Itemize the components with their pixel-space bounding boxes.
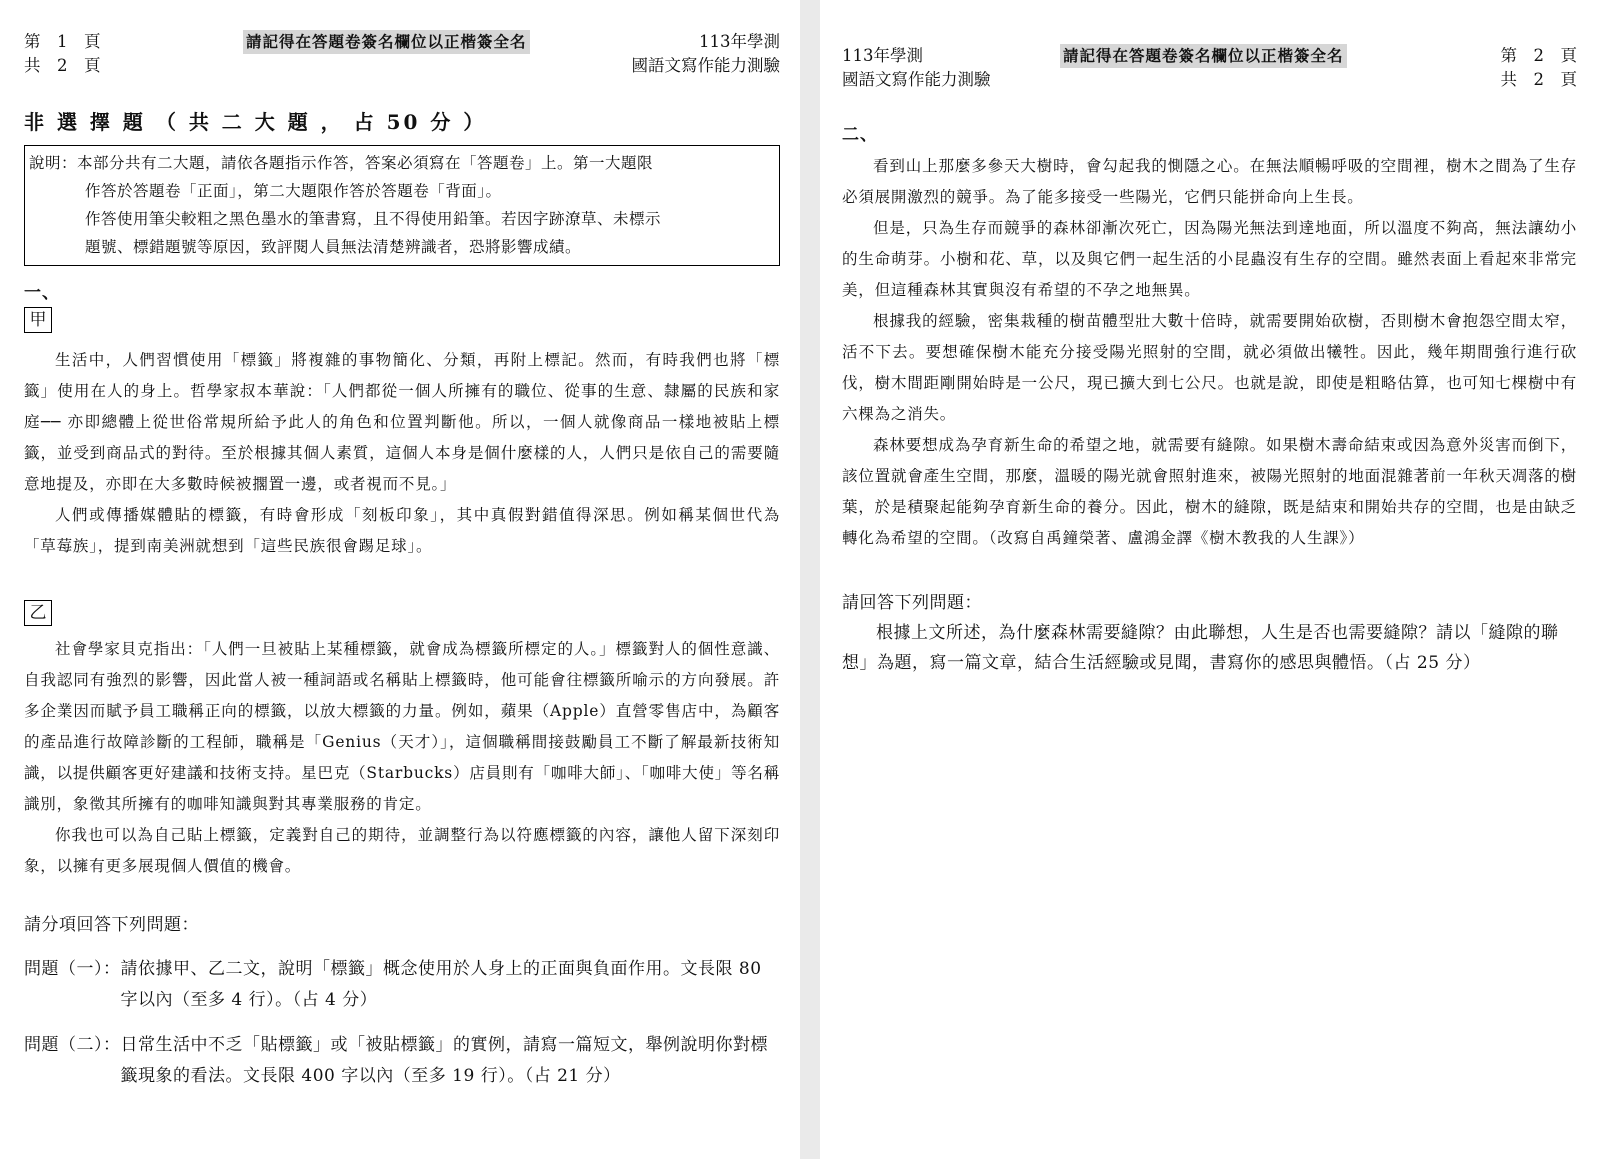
exam-page-2 (820, 0, 1601, 1159)
passage-a-paragraph-1: 生活中，人們習慣使用「標籤」將複雜的事物簡化、分類，再附上標記。然而，有時我們也將「標籤」使用在人的身上。哲學家叔本華說：「人們都從一個人所擁有的職位、從事的生意、隸屬的民族和家庭── 亦即總體上從世俗常規所給予此人的角色和位置判斷他。所以，一個人就像商品一樣地被貼上標籤，並受到商品式的對待。至於根據其個人素質，這個人本身是個什麼樣的人，人們只是依自己的需要隨意地提及，亦即在大多數時候被擱置一邊，或者視而不見。」 (24, 351, 780, 493)
passage-b-paragraph-1: 社會學家貝克指出：「人們一旦被貼上某種標籤，就會成為標籤所標定的人。」標籤對人的個性意識、自我認同有強烈的影響，因此當人被一種詞語或名稱貼上標籤時，他可能會往標籤所喻示的方向發展。許多企業因而賦予員工職稱正向的標籤，以放大標籤的力量。例如，蘋果（Apple）直營零售店中，為顧客的產品進行故障診斷的工程師，職稱是「Genius（天才）」，這個職稱間接鼓勵員工不斷了解最新技術知識，以提供顧客更好建議和技術支持。星巴克（Starbucks）店員則有「咖啡大師」、「咖啡大使」等名稱識別，象徵其所擁有的咖啡知識與對其專業服務的肯定。 (24, 640, 780, 813)
passage-paragraph-2: 但是，只為生存而競爭的森林卻漸次死亡，因為陽光無法到達地面，所以溫度不夠高，無法讓幼小的生命萌芽。小樹和花、草，以及與它們一起生活的小昆蟲沒有生存的空間。雖然表面上看起來非常完美，但這種森林其實與沒有希望的不孕之地無異。 (842, 219, 1577, 299)
page-header (842, 44, 1577, 106)
passage-paragraph-1: 看到山上那麼多參天大樹時，會勾起我的惻隱之心。在無法順暢呼吸的空間裡，樹木之間為了生存必須展開激烈的競爭。為了能多接受一些陽光，它們只能拼命向上生長。 (842, 157, 1577, 206)
passage-paragraph-4: 森林要想成為孕育新生命的希望之地，就需要有縫隙。如果樹木壽命結束或因為意外災害而倒下，該位置就會產生空間，那麼，溫暖的陽光就會照射進來，被陽光照射的地面混雜著前一年秋天凋落的樹葉，於是積聚起能夠孕育新生命的養分。因此，樹木的縫隙，既是結束和開始共存的空間，也是由缺乏轉化為希望的空間。（改寫自禹鐘榮著、盧鴻金譯《樹木教我的人生課》） (842, 436, 1577, 547)
question-1-label: 問題（一）： (24, 959, 121, 979)
question-number: 一、 (24, 283, 60, 303)
question-2-label: 問題（二）： (24, 1035, 121, 1055)
questions-prompt: 請回答下列問題： (842, 593, 982, 613)
question-1 (24, 954, 780, 1016)
instructions-box: 說明：本部分共有二大題，請依各題指示作答，答案必須寫在「答題卷」上。第一大題限 作答於答題卷「正面」，第二大題限作答於答題卷「背面」。 作答使用筆尖較粗之黑色墨水的筆書寫，且不得使用鉛筆。若因字跡潦草、未標示 題號、標錯題號等原因，致評閱人員無法清楚辨識者，恐將影響成績。 (24, 145, 780, 266)
passage-b-mark: 乙 (24, 600, 52, 626)
exam-title: 113年學測 國語文寫作能力測驗 (631, 32, 780, 75)
passage-a-paragraph-2: 人們或傳播媒體貼的標籤，有時會形成「刻板印象」，其中真假對錯值得深思。例如稱某個世代為「草莓族」，提到南美洲就想到「這些民族很會踢足球」。 (24, 506, 780, 555)
passage-a-mark: 甲 (24, 307, 52, 333)
signature-notice: 請記得在答題卷簽名欄位以正楷簽全名 (1060, 44, 1347, 68)
signature-notice: 請記得在答題卷簽名欄位以正楷簽全名 (243, 30, 530, 54)
page-header (24, 30, 780, 92)
essay-question: 根據上文所述，為什麼森林需要縫隙？由此聯想，人生是否也需要縫隙？請以「縫隙的聯想」為題，寫一篇文章，結合生活經驗或見聞，書寫你的感思與體悟。（占 25 分） (842, 623, 1559, 673)
exam-title: 113年學測 國語文寫作能力測驗 (842, 46, 991, 89)
page-number: 第 1 頁 共 2 頁 (24, 32, 101, 75)
exam-page-1 (0, 0, 800, 1159)
question-2-text: 日常生活中不乏「貼標籤」或「被貼標籤」的實例，請寫一篇短文，舉例說明你對標籤現象的看法。文長限 400 字以內（至多 19 行）。（占 21 分） (120, 1035, 768, 1086)
passage-b-paragraph-2: 你我也可以為自己貼上標籤，定義對自己的期待，並調整行為以符應標籤的內容，讓他人留下深刻印象，以擁有更多展現個人價值的機會。 (24, 826, 780, 875)
section-title: 非 選 擇 題 （ 共 二 大 題 ， 占 50 分 ） (24, 110, 487, 134)
question-1-text: 請依據甲、乙二文，說明「標籤」概念使用於人身上的正面與負面作用。文長限 80 字以內（至多 4 行）。（占 4 分） (120, 959, 762, 1010)
question-2 (24, 1030, 780, 1092)
question-number: 二、 (842, 125, 878, 145)
questions-prompt: 請分項回答下列問題： (24, 915, 199, 935)
page-number: 第 2 頁 共 2 頁 (1500, 46, 1577, 89)
passage-paragraph-3: 根據我的經驗，密集栽種的樹苗體型壯大數十倍時，就需要開始砍樹，否則樹木會抱怨空間太窄，活不下去。要想確保樹木能充分接受陽光照射的空間，就必須做出犧牲。因此，幾年期間強行進行砍伐，樹木間距剛開始時是一公尺，現已擴大到七公尺。也就是說，即使是粗略估算，也可知七棵樹中有六棵為之消失。 (842, 312, 1577, 423)
